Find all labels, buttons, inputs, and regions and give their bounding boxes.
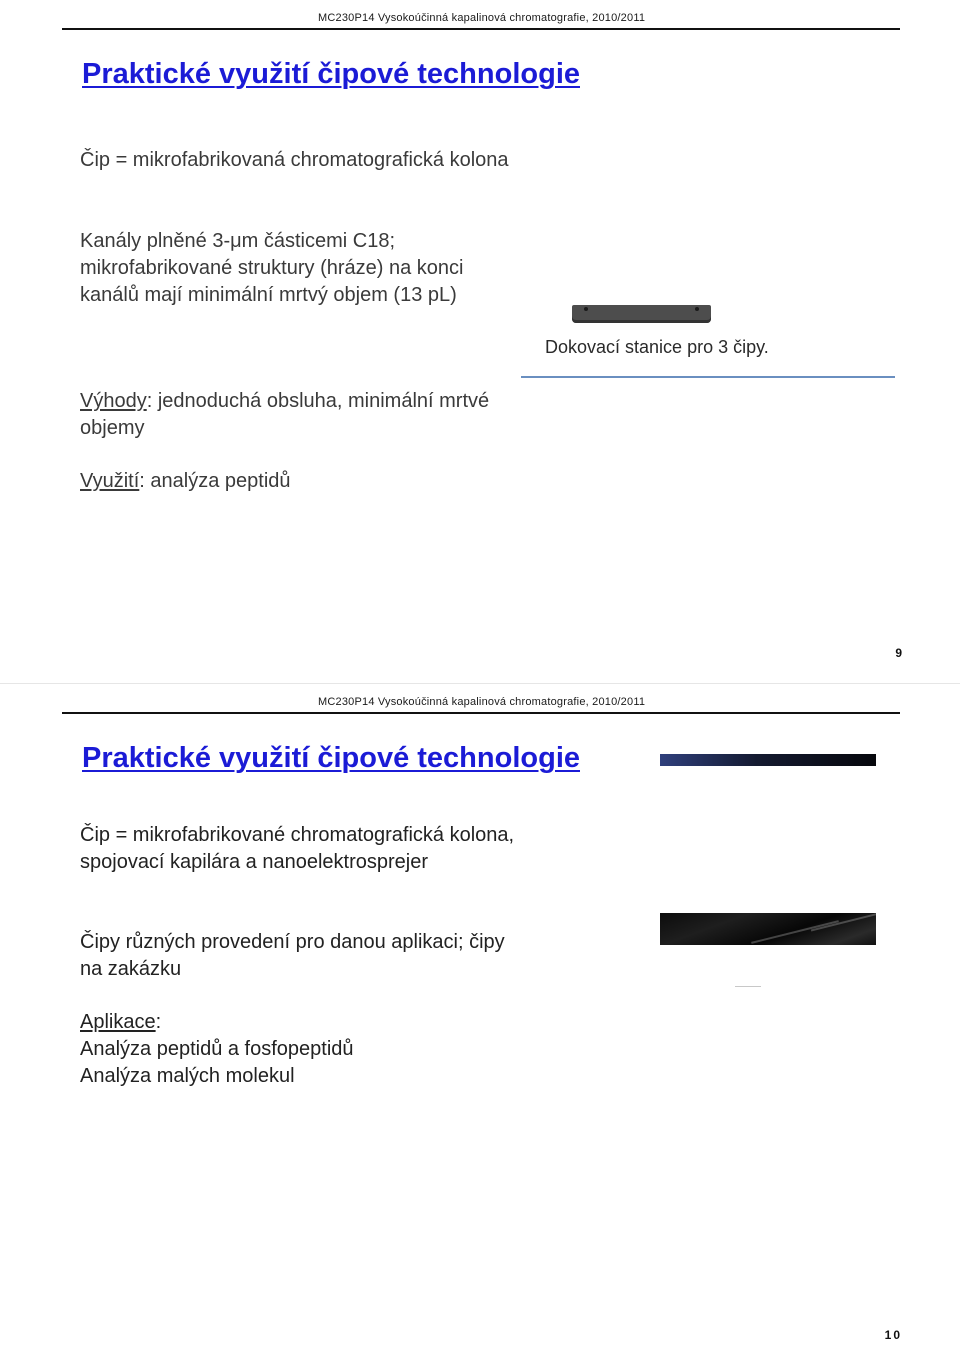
applications-label: Aplikace (80, 1011, 156, 1033)
usage-text (80, 468, 500, 495)
chip-banner-image (660, 754, 876, 766)
docking-station-image (572, 305, 711, 323)
chip-definition: Čip = mikrofabrikovaná chromatografická kolona (80, 149, 509, 171)
usage-label: Využití (80, 470, 140, 492)
slide-title: Praktické využití čipové technologie (82, 58, 580, 90)
page-number: 10 (884, 1328, 902, 1342)
screw-icon (695, 307, 699, 311)
slide-header: MC230P14 Vysokoúčinná kapalinová chromatografie, 2010/2011 (318, 12, 646, 24)
chip-variants: Čipy různých provedení pro danou aplikaci; čipy na zakázku (80, 931, 505, 980)
header-rule (62, 28, 900, 30)
header-rule (62, 712, 900, 714)
usage-value: : analýza peptidů (139, 470, 291, 492)
application-item: Analýza malých molekul (80, 1065, 295, 1087)
advantages-value: : jednoduchá obsluha, minimální mrtvé objemy (80, 390, 490, 439)
chip-definition: Čip = mikrofabrikované chromatografická kolona, spojovací kapilára a nanoelektrosprejer (80, 824, 515, 873)
application-item: Analýza peptidů a fosfopeptidů (80, 1038, 354, 1060)
image-caption: Dokovací stanice pro 3 čipy. (545, 337, 769, 357)
advantages-text (80, 388, 500, 442)
image-border-line (521, 376, 895, 378)
slide-title: Praktické využití čipové technologie (82, 742, 580, 774)
channels-description: Kanály plněné 3-μm částicemi C18; mikrofabrikované struktury (hráze) na konci kanálů mají minimální mrtvý objem (13 pL) (80, 230, 464, 306)
slide-10 (0, 684, 960, 1367)
image-mark (735, 986, 761, 987)
slide-header: MC230P14 Vysokoúčinná kapalinová chromatografie, 2010/2011 (318, 696, 646, 708)
chip-photo-image (660, 913, 876, 945)
applications-colon: : (155, 1011, 162, 1033)
page-number: 9 (895, 646, 902, 660)
advantages-label: Výhody (80, 390, 147, 412)
slide-9 (0, 0, 960, 683)
screw-icon (584, 307, 588, 311)
applications-block (80, 1009, 520, 1090)
